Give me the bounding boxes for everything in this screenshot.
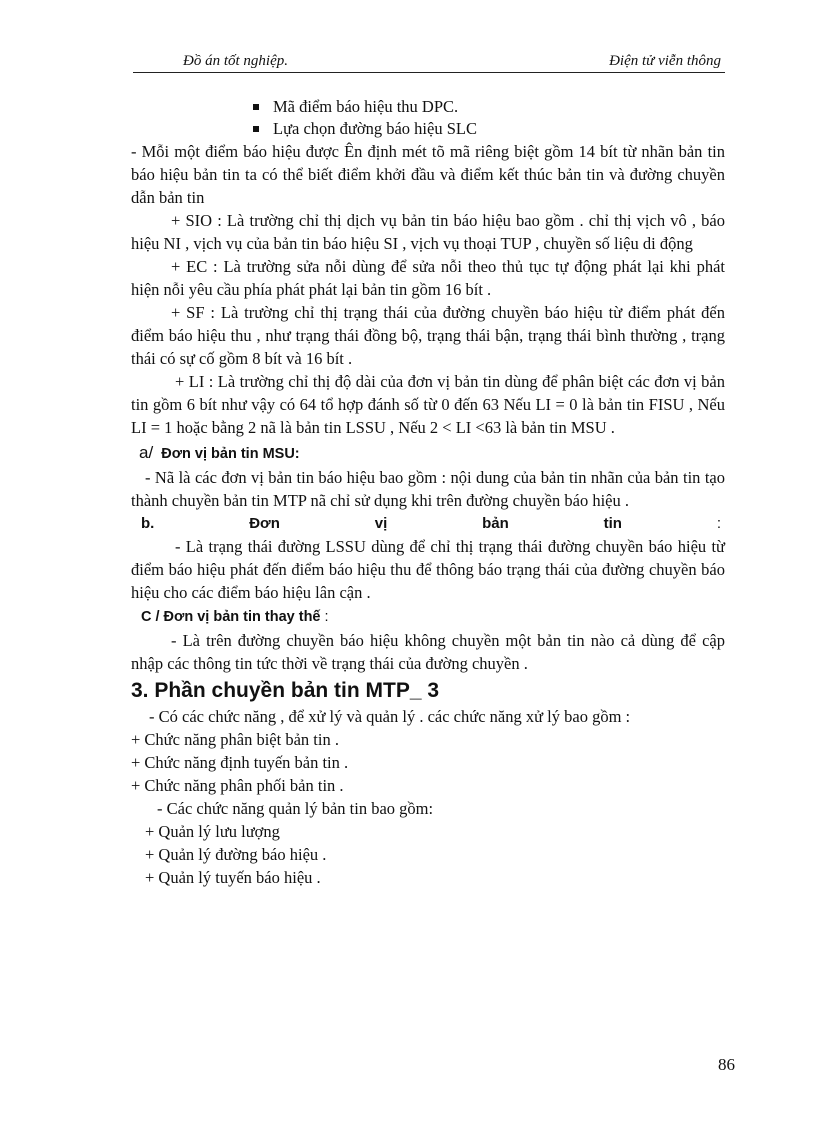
section-c-heading: C / Đơn vị bản tin thay thế :	[141, 609, 329, 625]
function-item: + Chức năng phân phối bản tin .	[131, 776, 344, 795]
square-bullet-icon	[253, 104, 259, 110]
section-3-heading: 3. Phần chuyền bản tin MTP_ 3	[131, 679, 440, 702]
section-a-heading: a/ Đơn vị bản tin MSU:	[139, 443, 300, 462]
header-left-title: Đồ án tốt nghiệp.	[183, 53, 288, 69]
paragraph-intro: - Mỗi một điểm báo hiệu được Ên định mét tõ mã riêng biệt gồm 14 bít từ nhãn bản tin báo hiệu bản tin ta có thể biết điểm khởi đầu và điểm kết thúc bản tin và đường chuyền dẫn bản tin	[131, 142, 725, 207]
page-body	[131, 96, 725, 889]
management-item: + Quản lý tuyến báo hiệu .	[145, 868, 321, 887]
paragraph-sf: + SF : Là trường chỉ thị trạng thái của đường chuyền báo hiệu từ điểm phát đến điểm báo hiệu thu , như trạng thái đồng bộ, trạng thái bận, trạng thái bình thường , trạng thái có sự cố gồm 8 bít và 16 bít .	[131, 303, 725, 368]
square-bullet-icon	[253, 126, 259, 132]
section-c-text: - Là trên đường chuyền báo hiệu không chuyền một bản tin nào cả dùng để cập nhập các thông tin tức thời về trạng thái của đường chuyền .	[131, 631, 725, 673]
function-item: + Chức năng phân biệt bản tin .	[131, 730, 339, 749]
management-item: + Quản lý lưu lượng	[145, 822, 280, 841]
paragraph-li: + LI : Là trường chỉ thị độ dài của đơn vị bản tin dùng để phân biệt các đơn vị bản tin gồm 6 bít như vậy có 64 tổ hợp đánh số từ 0 đến 63 Nếu LI = 0 là bản tin FISU , Nếu LI = 1 hoặc bằng 2 nã là bản tin LSSU , Nếu 2 < LI <63 là bản tin MSU .	[131, 372, 725, 437]
management-item: + Quản lý đường báo hiệu .	[145, 845, 327, 864]
section-3-intro: - Có các chức năng , để xử lý và quản lý . các chức năng xử lý bao gồm :	[149, 707, 631, 726]
section-a-text: - Nã là các đơn vị bản tin báo hiệu bao gồm : nội dung của bản tin nhãn của bản tin tạo thành chuyền bản tin MTP nã chỉ sử dụng khi trên đường chuyền báo hiệu .	[131, 468, 725, 510]
bullet-item: Lựa chọn đường báo hiệu SLC	[131, 118, 725, 140]
function-item: + Chức năng định tuyến bản tin .	[131, 753, 349, 772]
management-intro: - Các chức năng quản lý bản tin bao gồm:	[157, 799, 434, 818]
paragraph-ec: + EC : Là trường sửa nỗi dùng để sửa nỗi theo thủ tục tự động phát lại khi phát hiện nỗi yêu cầu phía phát phát lại bản tin gồm 16 bít .	[131, 257, 725, 299]
paragraph-sio: + SIO : Là trường chỉ thị dịch vụ bản tin báo hiệu bao gồm . chỉ thị vịch vô , báo hiệu NI , vịch vụ của bản tin báo hiệu SI , vịch vụ thoại TUP , chuyền số liệu di động	[131, 211, 725, 253]
section-b-heading: b. Đơn vị bản tin :	[141, 515, 721, 532]
section-b-text: - Là trạng thái đường LSSU dùng để chỉ thị trạng thái đường chuyền báo hiệu từ điểm báo hiệu phát đến điểm báo hiệu thu để thông báo trạng thái của đường chuyền báo hiệu cho các điểm báo hiệu lân cận .	[131, 537, 725, 602]
bullet-item: Mã điểm báo hiệu thu DPC.	[131, 96, 725, 118]
page-number: 86	[718, 1055, 735, 1074]
page-header	[133, 50, 725, 73]
header-right-title: Điện tử viễn thông	[609, 53, 721, 69]
